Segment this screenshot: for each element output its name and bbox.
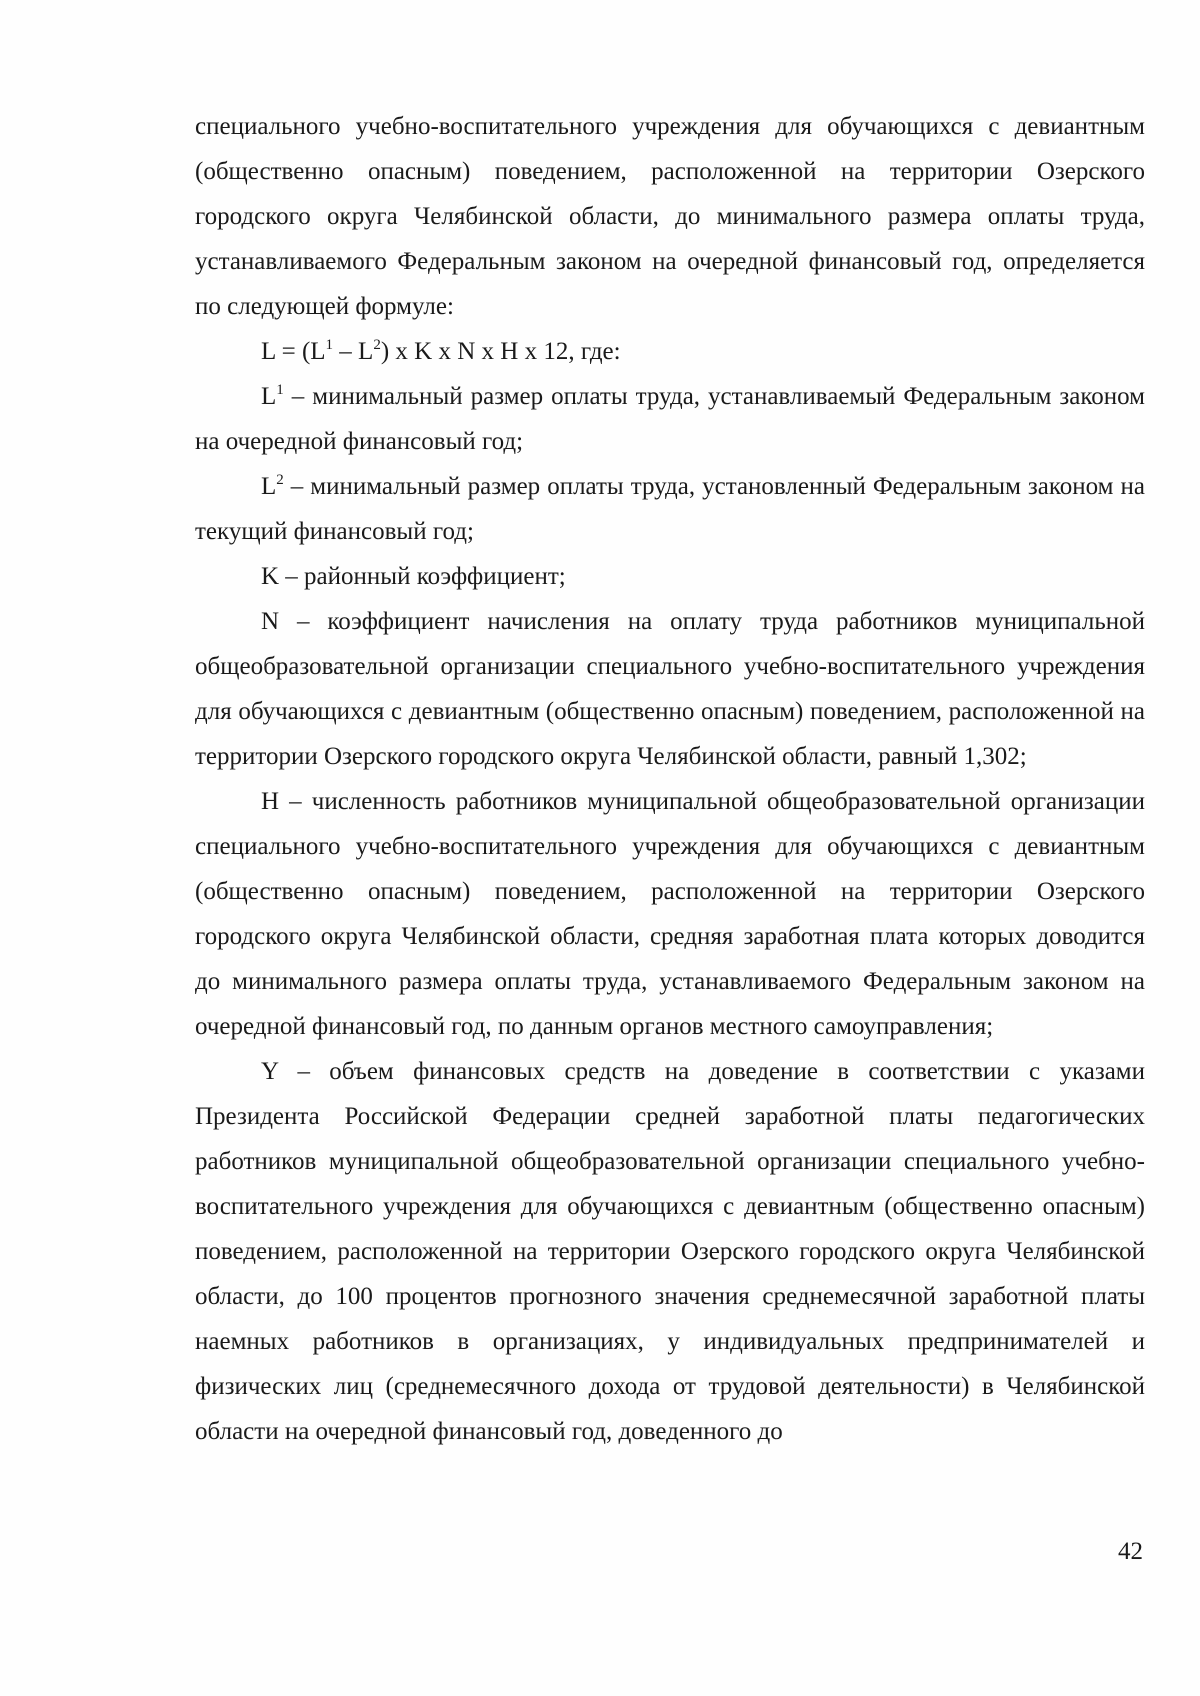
definition-superscript: 1	[276, 382, 284, 398]
formula-part: ) x K x N x H x 12, где:	[380, 338, 621, 365]
document-body	[195, 104, 1145, 1454]
definition-text: – минимальный размер оплаты труда, устанавливаемый Федеральным законом на очередной финансовый год;	[195, 383, 1145, 455]
definition-symbol: L	[261, 383, 277, 410]
definition-h: H – численность работников муниципальной общеобразовательной организации специального учебно-воспитательного учреждения для обучающихся с девиантным (общественно опасным) поведением, расположенной на территории Озерского городского округа Челябинской области, средняя заработная плата которых доводится до минимального размера оплаты труда, устанавливаемого Федеральным законом на очередной финансовый год, по данным органов местного самоуправления;	[195, 788, 1145, 1040]
formula-part: – L	[333, 338, 374, 365]
definition-l2	[195, 464, 1145, 554]
definition-n: N – коэффициент начисления на оплату труда работников муниципальной общеобразовательной организации специального учебно-воспитательного учреждения для обучающихся с девиантным (общественно опасным) поведением, расположенной на территории Озерского городского округа Челябинской области, равный 1,302;	[195, 608, 1145, 770]
formula-line	[195, 329, 1145, 374]
definition-l1	[195, 374, 1145, 464]
formula-superscript: 1	[325, 337, 334, 353]
paragraph-intro: специального учебно-воспитательного учреждения для обучающихся с девиантным (общественно опасным) поведением, расположенной на территории Озерского городского округа Челябинской области, до минимального размера оплаты труда, устанавливаемого Федеральным законом на очередной финансовый год, определяется по следующей формуле:	[195, 113, 1145, 320]
formula-part: L = (L	[261, 338, 326, 365]
definition-k: K – районный коэффициент;	[261, 563, 566, 590]
definition-superscript: 2	[276, 472, 284, 488]
definition-symbol: L	[261, 473, 277, 500]
page-number: 42	[1118, 1538, 1143, 1565]
formula-superscript: 2	[373, 337, 381, 353]
definition-text: – минимальный размер оплаты труда, установленный Федеральным законом на текущий финансовый год;	[195, 473, 1145, 545]
definition-y: Y – объем финансовых средств на доведение в соответствии с указами Президента Российской Федерации средней заработной платы педагогических работников муниципальной общеобразовательной организации специального учебно-воспитательного учреждения для обучающихся с девиантным (общественно опасным) поведением, расположенной на территории Озерского городского округа Челябинской области, до 100 процентов прогнозного значения среднемесячной заработной платы наемных работников в организациях, у индивидуальных предпринимателей и физических лиц (среднемесячного дохода от трудовой деятельности) в Челябинской области на очередной финансовый год, доведенного до	[195, 1058, 1145, 1445]
